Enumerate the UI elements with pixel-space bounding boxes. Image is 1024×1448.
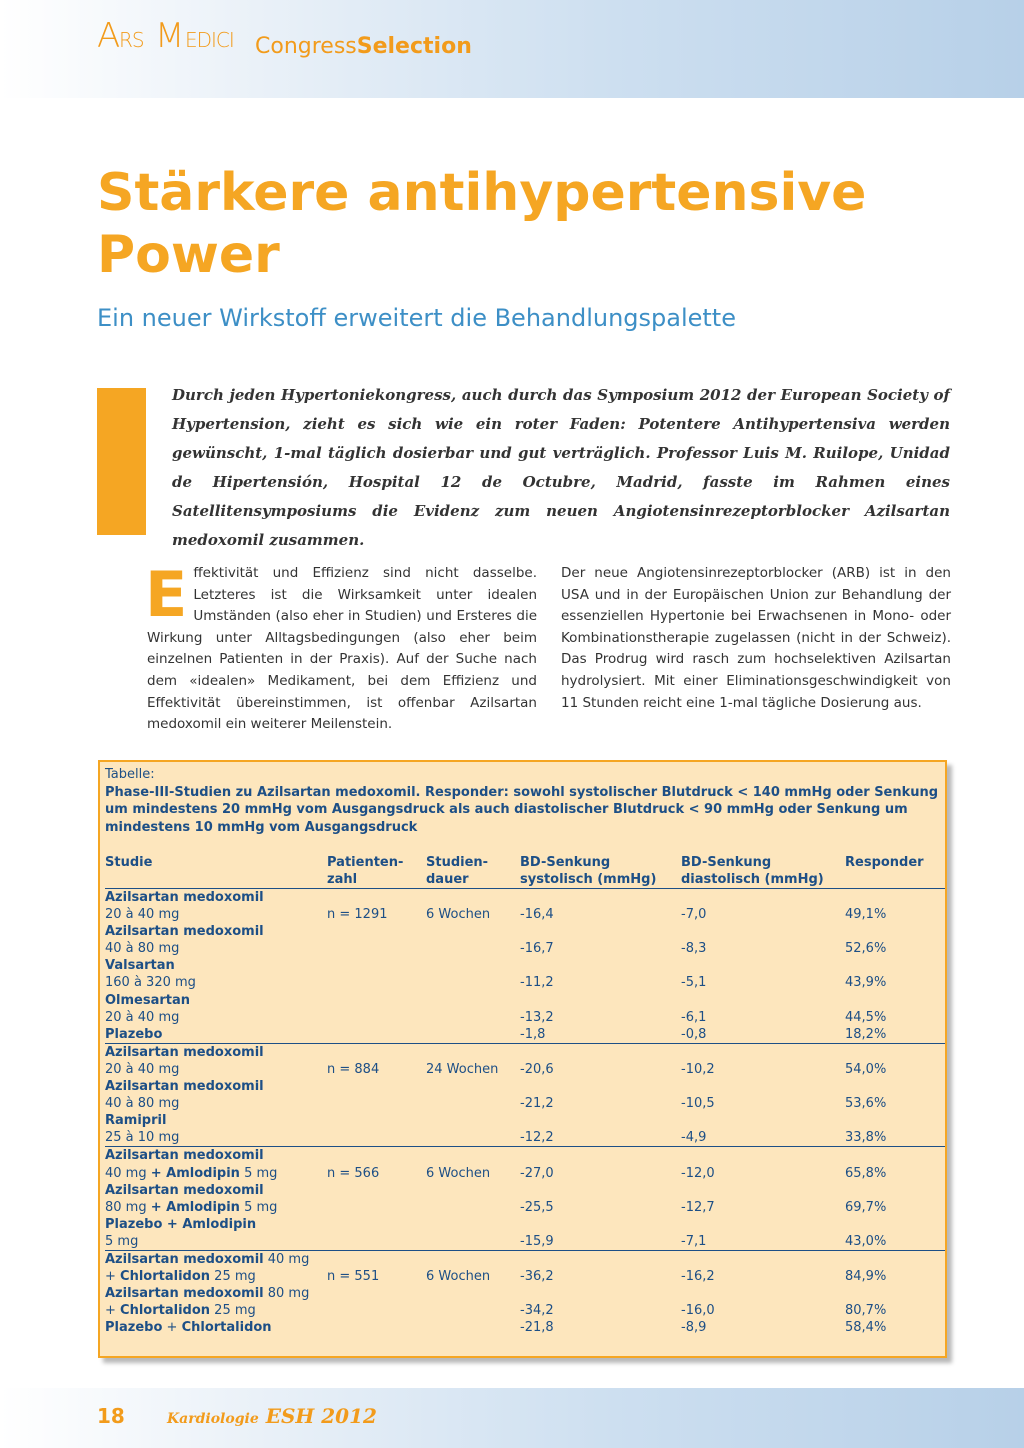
header-bd-diastolisch: BD-Senkung diastolisch (mmHg) [681,855,824,887]
journal-name [167,1404,377,1428]
table-row: 20 à 40 mg -13,2 -6,1 44,5% [105,1009,887,1025]
table-box [98,760,947,1358]
table-row: 160 à 320 mg -11,2 -5,1 43,9% [105,975,887,991]
journal-big: ESH 2012 [265,1404,377,1428]
logo-congress-selection [255,36,472,60]
table-row: Olmesartan [105,992,191,1008]
svg-text:A: A [97,16,120,53]
logo-arsmedici [97,15,247,60]
dropcap: E [145,558,188,631]
logo [97,16,472,60]
logo-selection: Selection [356,34,472,59]
header-bd-systolisch: BD-Senkung systolisch (mmHg) [520,855,657,887]
header-studiendauer: Studien- dauer [426,855,489,887]
table-row: Azilsartan medoxomil [105,1148,264,1164]
article-subtitle: Ein neuer Wirkstoff erweitert die Behandlungspalette [97,304,736,332]
header-responder: Responder [845,855,924,870]
svg-text:M: M [155,16,184,53]
data-table [105,854,945,1336]
body-text-left: ffektivität und Effizienz sind nicht dasselbe. Letzteres ist die Wirksamkeit unter idealen Umständen (also eher in Studien) und Ersteres die Wirkung unter Alltagsbedingungen (also eher beim einzelnen Patienten in der Praxis). Auf der Suche nach dem «idealen» Medikament, bei dem Effizienz und Effektivität übereinstimmen, ist offenbar Azilsartan medoxomil ein weiterer Meilenstein. [147,565,537,733]
page-number: 18 [97,1404,125,1428]
table-row: 5 mg -15,9 -7,1 43,0% [105,1233,945,1251]
table-row: 20 à 40 mg n = 1291 6 Wochen -16,4 -7,0 49,1% [105,907,887,923]
table-row: Azilsartan medoxomil [105,924,264,940]
table-row: + Chlortalidon 25 mg -34,2 -16,0 80,7% [105,1303,887,1319]
table-row: Plazebo + Chlortalidon -21,8 -8,9 58,4% [105,1320,887,1336]
table-row: Azilsartan medoxomil [105,1182,264,1198]
table-row: 40 mg + Amlodipin 5 mg n = 566 6 Wochen -27,0 -12,0 65,8% [105,1165,887,1181]
table-row: Azilsartan medoxomil [105,890,264,905]
article-lead: Durch jeden Hypertoniekongress, auch durch das Symposium 2012 der European Society of Hypertension, zieht es sich wie ein roter Faden: Potentere Antihypertensiva werden gewünscht, 1-mal täglich dosierbar und gut verträglich. Professor Luis M. Ruilope, Unidad de Hipertensión, Hospital 12 de Octubre, Madrid, fasste im Rahmen eines Satellitensymposiums die Evidenz zum neuen Angiotensinrezeptorblocker Azilsartan medoxomil zusammen. [172,386,950,549]
table-title: Phase-III-Studien zu Azilsartan medoxomil. Responder: sowohl systolischer Blutdruck < 140 mmHg oder Senkung um mindestens 20 mmHg vom Ausgangsdruck als auch diastolischer Blutdruck < 90 mmHg oder Senkung um mindestens 10 mmHg vom Ausgangsdruck [105,784,939,835]
svg-text:EDICI: EDICI [185,28,234,52]
footer-band [0,1388,1024,1448]
table-row: 20 à 40 mg n = 884 24 Wochen -20,6 -10,2 54,0% [105,1061,887,1077]
table-row: 25 à 10 mg -12,2 -4,9 33,8% [105,1129,945,1147]
table-header-row [105,854,945,889]
body-column-left [145,558,537,736]
journal-small: Kardiologie [167,1411,259,1427]
table-row: 40 à 80 mg -16,7 -8,3 52,6% [105,941,887,957]
logo-congress: Congress [255,34,357,59]
table-caption [105,766,945,836]
lead-accent-bar [97,388,146,535]
article-title: Stärkere antihypertensive Power [97,163,867,285]
header-studie: Studie [105,855,153,870]
table-row: Azilsartan medoxomil [105,1044,264,1060]
table-row: Plazebo -1,8 -0,8 18,2% [105,1026,945,1044]
table-row: 80 mg + Amlodipin 5 mg -25,5 -12,7 69,7% [105,1199,887,1215]
svg-text:RS: RS [119,28,144,52]
table-row: Ramipril [105,1113,167,1129]
table-row: Azilsartan medoxomil 40 mg [105,1251,310,1267]
table-row: Plazebo + Amlodipin [105,1216,257,1232]
table-row: Azilsartan medoxomil [105,1079,264,1095]
body-column-right: Der neue Angiotensinrezeptorblocker (ARB) ist in den USA und in der Europäischen Union zur Behandlung der essenziellen Hypertonie bei Erwachsenen in Mono- oder Kombinationstherapie zugelassen (nicht in der Schweiz). Das Prodrug wird rasch zum hochselektiven Azilsartan hydrolysiert. Mit einer Eliminationsgeschwindigkeit von 11 Stunden reicht eine 1-mal tägliche Dosierung aus. [561,565,951,711]
table-label: Tabelle: [105,767,155,782]
arsmedici-wordmark-icon [97,15,247,53]
table-row: Valsartan [105,958,175,974]
header-patientenzahl: Patienten- zahl [327,855,404,887]
table-row: + Chlortalidon 25 mg n = 551 6 Wochen -36,2 -16,2 84,9% [105,1269,887,1285]
table-row: Azilsartan medoxomil 80 mg [105,1286,310,1302]
table-row: 40 à 80 mg -21,2 -10,5 53,6% [105,1096,887,1112]
